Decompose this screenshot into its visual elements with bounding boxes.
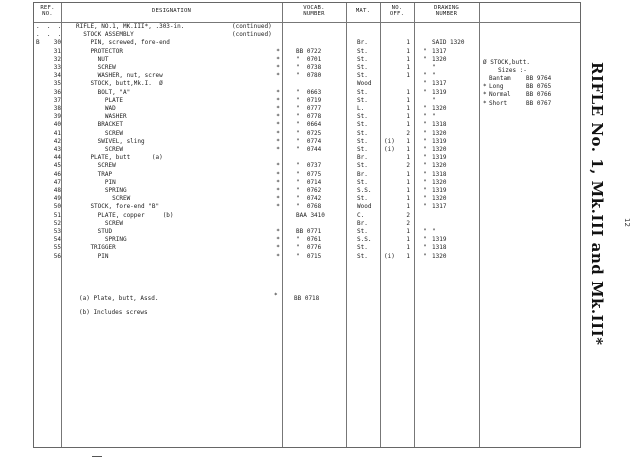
- footnote-a: (a) Plate, butt, Assd.: [79, 295, 159, 302]
- material-cell: St.: [357, 146, 368, 153]
- designation-cell: PLATE: [76, 96, 123, 104]
- number-off-cell: 1: [406, 121, 410, 129]
- material-cell: L.: [357, 105, 365, 112]
- drawing-number-cell: ": [432, 228, 436, 235]
- vocab-number-cell: " 0768: [296, 203, 322, 211]
- designation-cell: STOCK, butt,Mk.I. Ø: [76, 80, 163, 88]
- number-off-cell: 1: [406, 178, 410, 186]
- drawing-prefix: ": [423, 137, 427, 145]
- material-cell: St.: [357, 228, 368, 235]
- asterisk-mark: *: [276, 47, 280, 55]
- table-row: [34, 31, 580, 39]
- asterisk-mark: *: [276, 96, 280, 104]
- drawing-number-cell: ": [432, 64, 436, 71]
- asterisk-mark: *: [276, 88, 280, 96]
- vocab-number-cell: " 0774: [296, 137, 322, 145]
- vocab-number-cell: " 0780: [296, 72, 322, 80]
- number-off-cell: 1: [406, 55, 410, 63]
- material-cell: St.: [357, 129, 368, 137]
- ref-cell: . . .: [36, 31, 62, 39]
- table-row: [34, 203, 580, 211]
- size-asterisk: *: [483, 99, 487, 107]
- footnote-b: (b) Includes screws: [79, 309, 148, 316]
- item-number: 54: [53, 236, 61, 244]
- designation-cell: SCREW: [76, 219, 123, 227]
- number-off-cell: 1: [406, 154, 410, 162]
- asterisk-mark: *: [276, 236, 280, 244]
- designation-cell: PROTECTOR: [76, 47, 123, 55]
- designation-cell: SCREW: [76, 162, 116, 170]
- material-cell: Br.: [357, 154, 368, 162]
- size-asterisk: *: [483, 91, 487, 99]
- continued-note: (continued): [232, 23, 272, 30]
- asterisk-mark: *: [276, 162, 280, 170]
- item-number: 43: [53, 146, 61, 153]
- item-number: 40: [53, 121, 61, 129]
- drawing-number-cell: 1317: [432, 203, 447, 211]
- material-cell: St.: [357, 162, 368, 170]
- designation-cell: WASHER: [76, 113, 127, 121]
- designation-cell: BOLT, "A": [76, 88, 131, 96]
- material-cell: St.: [357, 96, 368, 104]
- table-row: [34, 195, 580, 203]
- drawing-number-cell: ": [432, 113, 436, 121]
- vocab-number-cell: BB 0771: [296, 228, 322, 235]
- number-off-cell: 1: [406, 236, 410, 244]
- item-number: 31: [53, 47, 61, 55]
- header-material: MAT.: [355, 8, 371, 14]
- drawing-prefix: ": [423, 146, 427, 153]
- item-number: 56: [53, 252, 61, 260]
- table-row: [34, 244, 580, 252]
- designation-cell: NUT: [76, 55, 109, 63]
- drawing-number-cell: 1319: [432, 187, 447, 194]
- material-cell: Br.: [357, 39, 368, 47]
- asterisk-mark: *: [276, 113, 280, 121]
- designation-cell: PIN: [76, 252, 109, 260]
- material-cell: Wood: [357, 80, 372, 88]
- material-cell: St.: [357, 244, 368, 252]
- size-name: Normal: [489, 91, 511, 99]
- item-number: 44: [53, 154, 61, 162]
- number-off-cell: 1: [406, 39, 410, 47]
- drawing-number-cell: 1319: [432, 154, 447, 162]
- header-ref: REF. NO.: [40, 5, 55, 17]
- asterisk-mark: *: [276, 170, 280, 178]
- number-off-cell: 1: [406, 113, 410, 121]
- table-row: [34, 220, 580, 228]
- item-number: 52: [53, 219, 61, 227]
- designation-cell: STOCK ASSEMBLY: [76, 31, 134, 39]
- item-number: 53: [53, 228, 61, 235]
- asterisk-mark: *: [276, 64, 280, 71]
- drawing-number-cell: 1318: [432, 244, 447, 252]
- header-designation: DESIGNATION: [151, 8, 192, 14]
- table-row: [34, 146, 580, 154]
- drawing-prefix: ": [423, 178, 427, 186]
- designation-cell: SCREW: [76, 195, 131, 203]
- designation-cell: RIFLE, NO.1, MK.III*, .303-in.: [76, 23, 185, 30]
- footnote-a-asterisk: *: [274, 292, 278, 299]
- drawing-number-cell: 1320: [432, 162, 447, 170]
- vertical-page-title: RIFLE No. 1, Mk.III and Mk.III*: [588, 62, 606, 346]
- continued-note: (continued): [232, 31, 272, 39]
- asterisk-mark: *: [276, 137, 280, 145]
- vocab-number-cell: " 0744: [296, 146, 322, 153]
- table-row: [34, 187, 580, 195]
- table-row: [34, 39, 580, 47]
- vocab-number-cell: " 0776: [296, 244, 322, 252]
- designation-cell: SCREW: [76, 129, 123, 137]
- number-off-cell: 1: [406, 187, 410, 194]
- item-number: 46: [53, 170, 61, 178]
- item-number: 32: [53, 55, 61, 63]
- number-off-prefix: (i): [384, 146, 395, 153]
- designation-cell: SWIVEL, sling: [76, 137, 145, 145]
- drawing-number-cell: ": [432, 96, 436, 104]
- material-cell: Br.: [357, 170, 368, 178]
- vocab-number-cell: " 0777: [296, 105, 322, 112]
- designation-cell: SPRING: [76, 236, 127, 244]
- drawing-number-cell: 1320: [432, 129, 447, 137]
- table-row: [34, 179, 580, 187]
- item-number: 33: [53, 64, 61, 71]
- table-row: [34, 121, 580, 129]
- vocab-number-cell: " 0664: [296, 121, 322, 129]
- asterisk-mark: *: [276, 228, 280, 235]
- item-number: 50: [53, 203, 61, 211]
- item-number: 48: [53, 187, 61, 194]
- drawing-prefix: ": [423, 55, 427, 63]
- table-row: [34, 23, 580, 31]
- item-number: 39: [53, 113, 61, 121]
- material-cell: S.S.: [357, 236, 372, 244]
- material-cell: Br.: [357, 219, 368, 227]
- vocab-number-cell: " 0778: [296, 113, 322, 121]
- ref-cell: . . .: [36, 23, 62, 30]
- drawing-number-cell: 1320: [432, 55, 447, 63]
- material-cell: St.: [357, 72, 368, 80]
- designation-cell: SCREW: [76, 64, 116, 71]
- designation-cell: WASHER, nut, screw: [76, 72, 163, 80]
- material-cell: St.: [357, 195, 368, 203]
- header-drawing-number: DRAWING NUMBER: [434, 5, 459, 17]
- drawing-prefix: ": [423, 88, 427, 96]
- material-cell: St.: [357, 137, 368, 145]
- drawing-prefix: ": [423, 236, 427, 244]
- number-off-cell: 1: [406, 96, 410, 104]
- size-asterisk: *: [483, 83, 487, 91]
- vocab-number-cell: " 0725: [296, 129, 322, 137]
- designation-cell: TRAP: [76, 170, 113, 178]
- number-off-cell: 2: [406, 129, 410, 137]
- asterisk-mark: *: [276, 105, 280, 112]
- drawing-prefix: ": [423, 203, 427, 211]
- drawing-number-cell: SAID 1320: [432, 39, 465, 47]
- drawing-prefix: ": [423, 113, 427, 121]
- number-off-cell: 1: [406, 146, 410, 153]
- number-off-cell: 2: [406, 211, 410, 219]
- vocab-number-cell: " 0738: [296, 64, 322, 71]
- designation-cell: SPRING: [76, 187, 127, 194]
- designation-cell: PLATE, copper (b): [76, 211, 174, 219]
- item-number: 37: [53, 96, 61, 104]
- table-row: [34, 162, 580, 170]
- size-name: Long: [489, 83, 504, 91]
- number-off-cell: 1: [406, 252, 410, 260]
- footnote-a-vocab: BB 0718: [294, 295, 320, 302]
- vocab-number-cell: " 0761: [296, 236, 322, 244]
- table-row: [34, 138, 580, 146]
- drawing-number-cell: 1318: [432, 170, 447, 178]
- asterisk-mark: *: [276, 129, 280, 137]
- vocab-number-cell: BAA 3410: [296, 211, 325, 219]
- drawing-prefix: ": [423, 105, 427, 112]
- size-name: Short: [489, 99, 508, 107]
- number-off-prefix: (i): [384, 137, 395, 145]
- item-number: 34: [53, 72, 61, 80]
- item-number: 55: [53, 244, 61, 252]
- designation-cell: PIN: [76, 178, 116, 186]
- asterisk-mark: *: [276, 146, 280, 153]
- number-off-cell: 1: [406, 228, 410, 235]
- drawing-prefix: ": [423, 252, 427, 260]
- vocab-number-cell: " 0737: [296, 162, 322, 170]
- vocab-number-cell: " 0714: [296, 178, 322, 186]
- item-number: 41: [53, 129, 61, 137]
- table-row: [34, 228, 580, 236]
- material-cell: St.: [357, 64, 368, 71]
- designation-cell: STOCK, fore-end "B": [76, 203, 160, 211]
- vocab-number-cell: " 0719: [296, 96, 322, 104]
- size-vocab-number: BB 0767: [526, 99, 552, 107]
- size-vocab-number: BB 0765: [526, 83, 552, 91]
- number-off-cell: 1: [406, 64, 410, 71]
- drawing-prefix: ": [423, 228, 427, 235]
- size-name: Bantam: [489, 75, 511, 82]
- number-off-prefix: (i): [384, 252, 395, 260]
- header-vocab-number: VOCAB. NUMBER: [303, 5, 325, 17]
- drawing-prefix: ": [423, 72, 427, 80]
- drawing-prefix: ": [423, 47, 427, 55]
- material-cell: St.: [357, 121, 368, 129]
- number-off-cell: 2: [406, 162, 410, 170]
- footer-mark: [92, 456, 102, 457]
- drawing-prefix: ": [423, 80, 427, 88]
- drawing-number-cell: 1320: [432, 146, 447, 153]
- vocab-number-cell: " 0701: [296, 55, 322, 63]
- material-cell: St.: [357, 252, 368, 260]
- asterisk-mark: *: [276, 195, 280, 203]
- material-cell: C.: [357, 211, 365, 219]
- designation-cell: PIN, screwed, fore-end: [76, 39, 170, 47]
- item-number: 51: [53, 211, 61, 219]
- vocab-number-cell: " 0663: [296, 88, 322, 96]
- table-row: [34, 154, 580, 162]
- material-cell: St.: [357, 88, 368, 96]
- item-number: 36: [53, 88, 61, 96]
- material-cell: St.: [357, 47, 368, 55]
- asterisk-mark: *: [276, 121, 280, 129]
- drawing-prefix: ": [423, 129, 427, 137]
- drawing-number-cell: 1320: [432, 252, 447, 260]
- item-number: 38: [53, 105, 61, 112]
- drawing-prefix: ": [423, 195, 427, 203]
- item-number: 35: [53, 80, 61, 88]
- designation-cell: TRIGGER: [76, 244, 116, 252]
- size-vocab-number: BB 9764: [526, 75, 552, 82]
- vocab-number-cell: BB 0722: [296, 47, 322, 55]
- table-row: [34, 212, 580, 220]
- item-number: 30: [53, 39, 61, 47]
- drawing-number-cell: 1319: [432, 236, 447, 244]
- vocab-number-cell: " 0762: [296, 187, 322, 194]
- drawing-prefix: ": [423, 154, 427, 162]
- designation-cell: BRACKET: [76, 121, 123, 129]
- number-off-cell: 1: [406, 137, 410, 145]
- drawing-number-cell: 1320: [432, 195, 447, 203]
- vocab-number-cell: " 0775: [296, 170, 322, 178]
- drawing-prefix: ": [423, 121, 427, 129]
- material-cell: S.S.: [357, 187, 372, 194]
- side-note-title: Ø STOCK,butt.: [483, 59, 530, 66]
- table-row: [34, 130, 580, 138]
- drawing-prefix: ": [423, 162, 427, 170]
- drawing-prefix: ": [423, 170, 427, 178]
- number-off-cell: 1: [406, 170, 410, 178]
- drawing-prefix: ": [423, 187, 427, 194]
- material-cell: Wood: [357, 203, 372, 211]
- number-off-cell: 1: [406, 195, 410, 203]
- drawing-number-cell: 1319: [432, 137, 447, 145]
- item-number: 49: [53, 195, 61, 203]
- vocab-number-cell: " 0742: [296, 195, 322, 203]
- vocab-number-cell: " 0715: [296, 252, 322, 260]
- table-row: [34, 48, 580, 56]
- parts-list-table: [33, 2, 581, 448]
- asterisk-mark: *: [276, 72, 280, 80]
- drawing-number-cell: ": [432, 72, 436, 80]
- table-row: [34, 171, 580, 179]
- number-off-cell: 1: [406, 244, 410, 252]
- side-note-sizes-label: Sizes :-: [498, 67, 527, 74]
- asterisk-mark: *: [276, 203, 280, 211]
- item-number: 42: [53, 137, 61, 145]
- table-row: [34, 113, 580, 121]
- designation-cell: WAD: [76, 105, 116, 112]
- drawing-number-cell: 1318: [432, 121, 447, 129]
- asterisk-mark: *: [276, 252, 280, 260]
- designation-cell: SCREW: [76, 146, 123, 153]
- drawing-number-cell: 1317: [432, 80, 447, 88]
- designation-cell: STUD: [76, 228, 113, 235]
- designation-cell: PLATE, butt (a): [76, 154, 163, 162]
- number-off-cell: 1: [406, 203, 410, 211]
- table-row: [34, 236, 580, 244]
- drawing-number-cell: 1320: [432, 105, 447, 112]
- material-cell: St.: [357, 113, 368, 121]
- number-off-cell: 1: [406, 88, 410, 96]
- item-number: 45: [53, 162, 61, 170]
- material-cell: St.: [357, 178, 368, 186]
- drawing-number-cell: 1317: [432, 47, 447, 55]
- asterisk-mark: *: [276, 187, 280, 194]
- number-off-cell: 1: [406, 47, 410, 55]
- material-cell: St.: [357, 55, 368, 63]
- size-vocab-number: BB 0766: [526, 91, 552, 99]
- drawing-prefix: ": [423, 244, 427, 252]
- number-off-cell: 2: [406, 219, 410, 227]
- page-number: 12: [623, 218, 631, 227]
- item-number: 47: [53, 178, 61, 186]
- drawing-number-cell: 1319: [432, 88, 447, 96]
- ref-cell: B: [36, 39, 40, 47]
- drawing-number-cell: 1320: [432, 178, 447, 186]
- number-off-cell: 1: [406, 105, 410, 112]
- asterisk-mark: *: [276, 178, 280, 186]
- number-off-cell: 1: [406, 72, 410, 80]
- asterisk-mark: *: [276, 55, 280, 63]
- asterisk-mark: *: [276, 244, 280, 252]
- table-row: [34, 253, 580, 261]
- header-number-off: NO. OFF.: [389, 5, 405, 17]
